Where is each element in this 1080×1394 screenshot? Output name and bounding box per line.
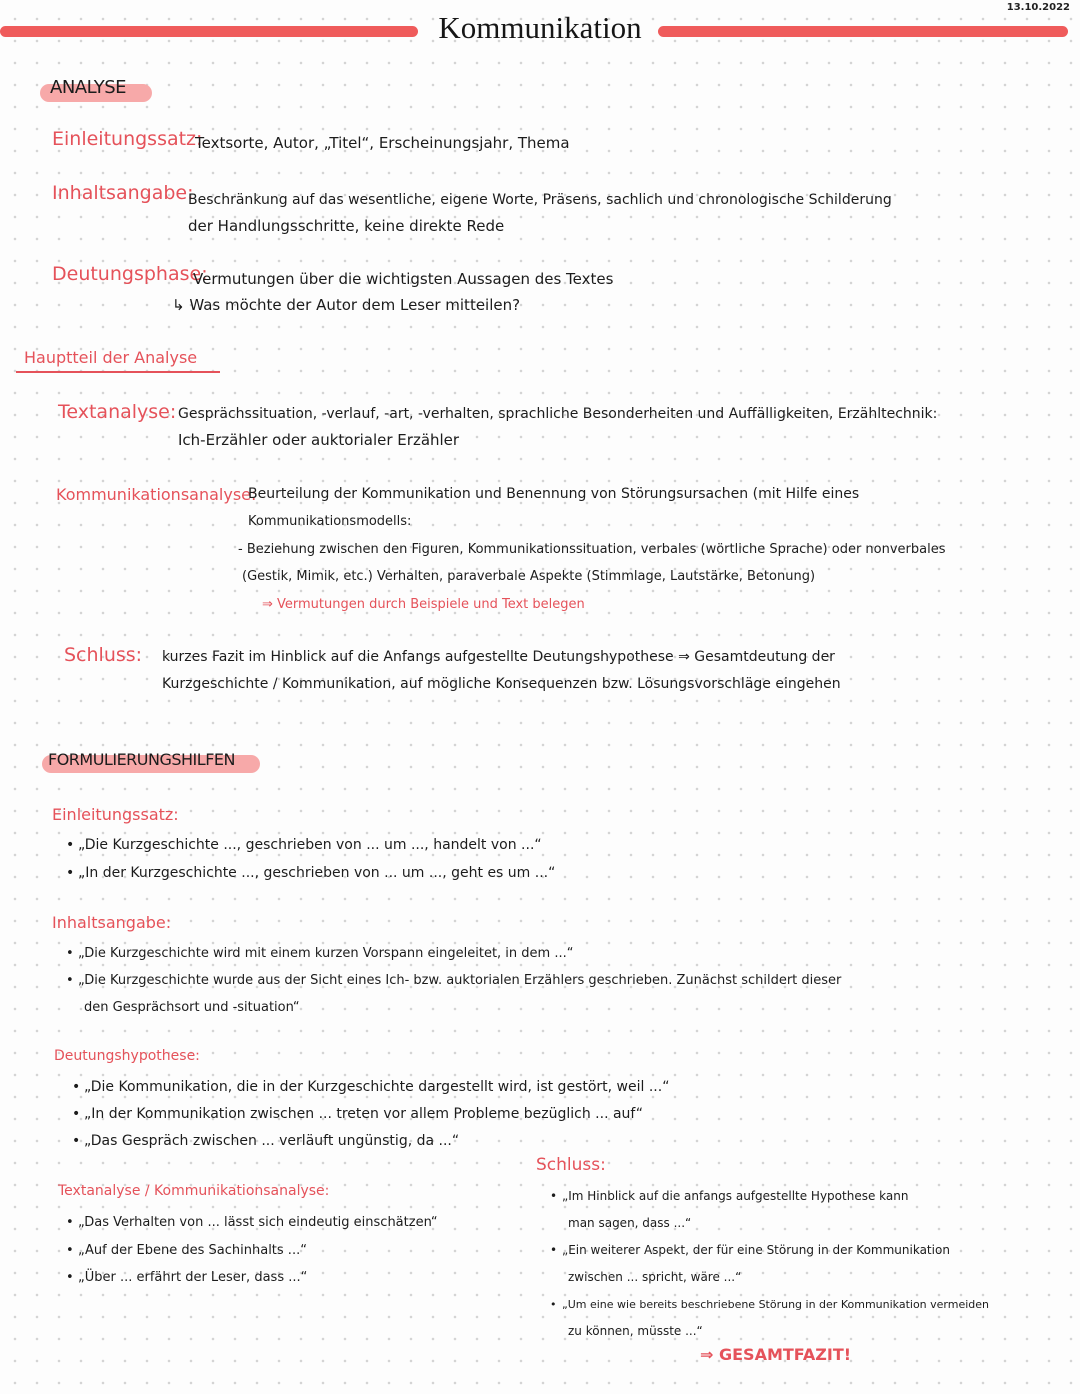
f-schluss-item-1-cont: man sagen, dass ...“ [568, 1216, 692, 1230]
formulierung-heading: FORMULIERUNGSHILFEN [48, 750, 235, 769]
deutung-line2: ↳ Was möchte der Autor dem Leser mitteilen? [172, 296, 521, 314]
f-inhalt-item-2-cont: den Gesprächsort und -situation“ [84, 1000, 300, 1015]
einleitung-label: Einleitungssatz: [52, 128, 203, 150]
f-deutung-item-1: • „Die Kommunikation, die in der Kurzgeschichte dargestellt wird, ist gestört, weil ...“ [84, 1074, 669, 1101]
schluss-line2: Kurzgeschichte / Kommunikation, auf mögliche Konsequenzen bzw. Lösungsvorschläge eingehen [162, 676, 841, 692]
deutung-label: Deutungsphase: [52, 263, 208, 285]
date: 13.10.2022 [1006, 2, 1070, 13]
f-textanalyse-item-2: • „Auf der Ebene des Sachinhalts ...“ [78, 1237, 307, 1264]
schluss-label: Schluss: [64, 644, 143, 666]
f-schluss-item-3-cont: zu können, müsste ...“ [568, 1324, 703, 1338]
kommunikation-line3: - Beziehung zwischen den Figuren, Kommunikationssituation, verbales (wörtliche Sprache) oder nonverbales [238, 542, 946, 557]
page-title: Kommunikation [438, 10, 642, 45]
f-textanalyse-label: Textanalyse / Kommunikationsanalyse: [58, 1183, 330, 1199]
f-einleitung-item-1: • „Die Kurzgeschichte ..., geschrieben von ... um ..., handelt von ...“ [78, 832, 542, 859]
kommunikation-line4: (Gestik, Mimik, etc.) Verhalten, paraverbale Aspekte (Stimmlage, Lautstärke, Betonung) [242, 569, 816, 584]
hauptteil-heading: Hauptteil der Analyse [24, 348, 198, 367]
kommunikation-label: Kommunikationsanalyse: [56, 485, 257, 504]
f-deutung-item-2: • „In der Kommunikation zwischen ... treten vor allem Probleme bezüglich ... auf“ [84, 1101, 643, 1128]
f-einleitung-item-2: • „In der Kurzgeschichte ..., geschrieben von ... um ..., geht es um ...“ [78, 860, 555, 887]
f-schluss-item-2-cont: zwischen ... spricht, wäre ...“ [568, 1270, 742, 1284]
f-schluss-item-1: • „Im Hinblick auf die anfangs aufgestellte Hypothese kann [562, 1183, 908, 1210]
title-bar-left [0, 26, 418, 37]
einleitung-text: Textsorte, Autor, „Titel“, Erscheinungsjahr, Thema [195, 134, 570, 152]
f-schluss-item-3: • „Um eine wie bereits beschriebene Störung in der Kommunikation vermeiden [562, 1291, 989, 1318]
kommunikation-line2: Kommunikationsmodells: [248, 514, 412, 529]
f-schluss-item-2: • „Ein weiterer Aspekt, der für eine Störung in der Kommunikation [562, 1237, 950, 1264]
f-schluss-label: Schluss: [536, 1155, 606, 1175]
title-bar-right [658, 26, 1068, 37]
f-textanalyse-item-3: • „Über ... erfährt der Leser, dass ...“ [78, 1264, 307, 1291]
gesamtfazit: ⇒ GESAMTFAZIT! [700, 1345, 852, 1364]
textanalyse-line1: Gesprächssituation, -verlauf, -art, -verhalten, sprachliche Besonderheiten und Auffälligkeiten, Erzähltechnik: [178, 406, 938, 422]
f-einleitung-label: Einleitungssatz: [52, 805, 179, 824]
f-inhalt-item-1: • „Die Kurzgeschichte wird mit einem kurzen Vorspann eingeleitet, in dem ...“ [78, 940, 573, 967]
f-deutung-label: Deutungshypothese: [54, 1048, 200, 1064]
textanalyse-label: Textanalyse: [58, 401, 177, 423]
kommunikation-line1: Beurteilung der Kommunikation und Benennung von Störungsursachen (mit Hilfe eines [248, 486, 860, 502]
textanalyse-line2: Ich-Erzähler oder auktorialer Erzähler [178, 431, 460, 449]
inhalt-line2: der Handlungsschritte, keine direkte Rede [188, 217, 505, 235]
f-deutung-item-3: • „Das Gespräch zwischen ... verläuft ungünstig, da ...“ [84, 1128, 459, 1155]
deutung-line1: Vermutungen über die wichtigsten Aussagen des Textes [193, 270, 614, 288]
f-inhalt-item-2: • „Die Kurzgeschichte wurde aus der Sicht eines Ich- bzw. auktorialen Erzählers geschrieben. Zunächst schildert dieser [78, 967, 841, 994]
f-inhalt-label: Inhaltsangabe: [52, 913, 172, 932]
schluss-line1: kurzes Fazit im Hinblick auf die Anfangs aufgestellte Deutungshypothese ⇒ Gesamtdeutung der [162, 649, 835, 665]
inhalt-line1: Beschränkung auf das wesentliche, eigene Worte, Präsens, sachlich und chronologische Schilderung [188, 192, 892, 208]
kommunikation-line5: ⇒ Vermutungen durch Beispiele und Text belegen [262, 597, 585, 612]
hauptteil-underline [16, 371, 220, 373]
inhalt-label: Inhaltsangabe: [52, 182, 194, 204]
analyse-heading: ANALYSE [50, 77, 127, 98]
f-textanalyse-item-1: • „Das Verhalten von ... lässt sich eindeutig einschätzen“ [78, 1209, 438, 1236]
